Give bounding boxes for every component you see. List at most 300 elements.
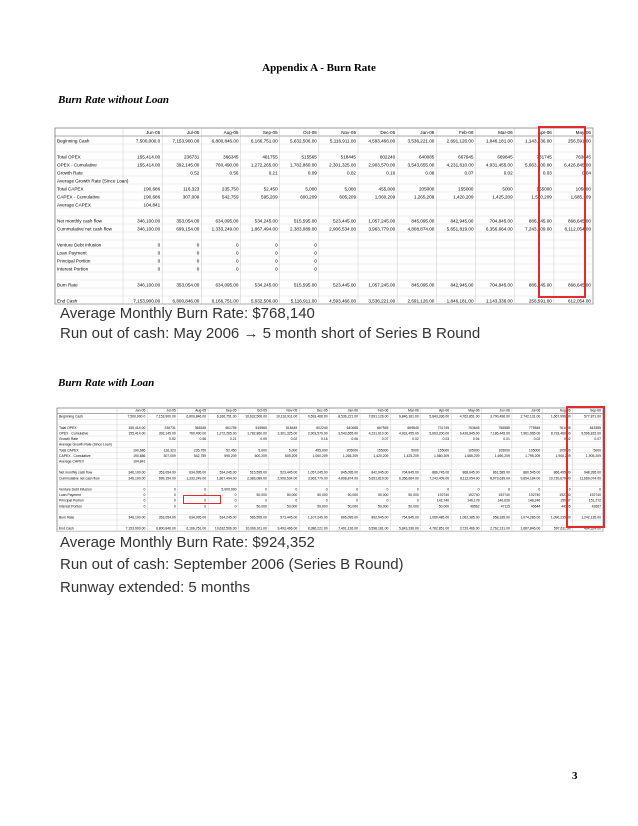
sheet2-cell: 0 [568,487,571,492]
sheet1-cell: 190,686 [143,194,161,200]
sheet2-cell: 50,000 [256,493,267,498]
sheet1-col-header: Dec-05 [380,130,396,135]
sheet2-cell: 307,009 [163,453,176,458]
sheet2-cell: 192740 [498,493,510,498]
sheet2-cell: 1,265,209 [342,453,358,458]
sheet2-cell: 10,632,506.00 [245,414,267,419]
sheet1-cell: 6,166,751.00 [211,298,239,304]
sheet2-row-label: Cummulative net cash flow [59,476,100,481]
sheet1-cell: 1,782,860.00 [290,162,317,168]
sheet1-row-label: Principal Portion [57,258,91,264]
sheet2-cell: 0 [173,504,176,509]
sheet2-cell: 3,720,466.00 [459,526,480,531]
sheet2-cell: 843355 [589,425,601,430]
sheet1-cell: 7,243,409.00 [525,226,552,232]
sheet2-row-label: Principal Portion [59,498,84,503]
sheet2-cell: 886,745.00 [432,470,450,475]
sheet2-cell: 105000 [468,448,480,453]
sheet1-cell: 6,426,845.00 [564,162,591,168]
sheet2-cell: 192740 [528,493,541,498]
sheet1-cell: 699,154.00 [176,226,200,232]
highlight-may06-column [538,126,586,298]
sheet2-cell: 10,632,506.00 [214,526,237,531]
sheet2-cell: 518445 [285,425,298,430]
sheet2-cell: 845,095.00 [341,470,358,475]
sheet2-cell: 0 [416,487,419,492]
sheet2-cell: 1,060,485.00 [429,515,450,520]
sheet1-cell: 2,383,089.00 [290,226,317,232]
sheet2-cell: 455,000 [315,448,328,453]
sheet1-cell: 4,931,455.00 [485,162,513,168]
sheet2-cell: 5,843,336.00 [429,414,450,419]
sheet1-cell: 2,691,126.00 [446,138,474,144]
sheet2-cell: 0 [264,498,267,503]
sheet2-col-header: Jun-06 [499,408,510,413]
sheet1-cell: 0.07 [464,170,474,176]
sheet2-cell: 7,491,126.00 [338,526,358,531]
sheet1-cell: 842,945.00 [450,218,474,224]
sheet1-cell: 190,686 [143,186,161,192]
sheet2-cell: 2,906,534.00 [277,476,298,481]
sheet2-cell: 597,611.00 [553,526,571,531]
sheet1-cell: 0.16 [386,170,396,176]
sheet2-cell: 2,742,131.00 [520,414,541,419]
sheet1-cell: 0 [235,266,239,272]
sheet2-cell: 0 [416,498,419,503]
sheet1-cell: 2,906,534.00 [329,226,356,232]
sheet2-cell: 235,750 [193,448,207,453]
sheet2-cell: 4,931,455.00 [398,431,419,436]
sheet2-cell: 1,057,245.00 [307,470,328,475]
highlight-sep06-column [566,406,605,528]
sheet1-cell: 542,759 [221,194,239,200]
sheet1-cell: 0.02 [503,170,513,176]
sheet1-cell: 205000 [418,186,435,192]
avg-burn-without-loan: Average Monthly Burn Rate: $768,140 [60,305,315,322]
sheet1-cell: 1,060,209 [374,194,396,200]
sheet2-cell: 3,963,779.00 [307,476,328,481]
sheet2-cell: 7,186,445.00 [490,431,510,436]
sheet2-cell: 3,543,655.00 [338,431,358,436]
sheet2-cell: 0.01 [503,437,510,442]
sheet2-cell: 50,000 [408,504,419,509]
sheet2-cell: 464,324.00 [584,526,601,531]
sheet1-cell: 353,054.00 [176,282,200,288]
sheet2-row-label: Burn Rate [59,515,75,520]
sheet1-cell: 4,593,466.00 [368,138,396,144]
sheet1-cell: 0.56 [229,170,239,176]
sheet2-cell: 6,598,181.00 [368,526,389,531]
sheet2-cell: 605,209 [284,453,298,458]
sheet2-cell: 192740 [437,493,450,498]
sheet1-cell: 4,593,466.00 [329,298,356,304]
sheet2-cell: 0 [204,498,207,503]
sheet1-col-header: Oct-05 [303,130,317,135]
sheet1-cell: 0.06 [425,170,435,176]
sheet1-cell: 634,095.00 [215,282,239,288]
sheet2-cell: 948,395.00 [584,470,601,475]
sheet2-cell: 895,095.00 [341,515,358,520]
sheet2-cell: 2,383,089.00 [247,476,267,481]
sheet1-cell: 760,490.00 [215,162,239,168]
sheet2-cell: 1,685,209 [464,453,480,458]
sheet2-cell: 1,272,265.00 [216,431,237,436]
sheet1-cell: 523,445.00 [333,218,356,224]
sheet1-cell: 0.04 [582,170,591,176]
sheet2-cell: 7,243,409.00 [429,476,450,481]
sheet2-cell: 1,580,209 [434,453,450,458]
sheet2-cell: 52,450 [226,448,237,453]
sheet1-cell: 3,963,779.00 [368,226,396,232]
sheet2-cell: 1,905,209 [585,453,601,458]
sheet2-cell: 47115 [500,504,510,509]
sheet2-cell: 1,667,996.00 [550,414,571,419]
sheet1-cell: 731745 [536,154,552,160]
sheet2-cell: 8,536,221.00 [338,414,358,419]
sheet2-cell: 142,740 [436,498,450,503]
sheet1-cell: 518445 [340,154,356,160]
sheet1-cell: 461755 [262,154,278,160]
sheet1-cell: 52,450 [263,186,278,192]
sheet2-row-label: Total CAPEX [59,448,79,453]
sheet1-cell: 5,116,911.00 [290,298,317,304]
sheet2-cell: 9,596,815.00 [581,431,601,436]
sheet2-col-header: Dec-05 [316,408,328,413]
sheet1-cell: 0 [196,266,200,272]
sheet1-cell: 0 [196,258,200,264]
sheet2-cell: 146,626 [497,498,510,503]
sheet2-cell: 0.06 [351,437,358,442]
sheet2-col-header: Jul-06 [531,408,541,413]
sheet1-cell: 392,145.00 [176,162,200,168]
sheet1-cell: 0.02 [347,170,356,176]
spreadsheet-with-loan [57,408,603,531]
sheet2-cell: 148,246 [527,498,541,503]
sheet2-cell: 5,000 [288,448,298,453]
runway-extended: Runway extended: 5 months [60,579,251,596]
sheet1-cell: 886,745.00 [528,218,552,224]
sheet2-cell: 1,795,209 [525,453,541,458]
sheet1-cell: 0 [275,242,278,248]
sheet2-cell: 7,691,126.00 [368,414,389,419]
sheet2-cell: 155,414.00 [128,431,146,436]
sheet2-cell: 105000 [498,448,510,453]
sheet1-col-header: Feb-06 [458,130,474,135]
sheet2-cell: 7,500,000.0 [127,414,146,419]
sheet1-cell: 534,245.00 [254,218,278,224]
sheet1-cell: 0.09 [307,170,317,176]
sheet2-cell: 50,000 [378,493,389,498]
sheet1-row-label: Burn Rate [57,282,78,288]
sheet1-cell: 0 [275,266,278,272]
sheet1-cell: 612,054.00 [568,298,591,304]
sheet1-col-header: Jan-06 [420,130,435,135]
sheet2-cell: 0.16 [321,437,328,442]
sheet1-col-header: Jun-05 [146,130,161,135]
sheet2-cell: 0.03 [442,437,450,442]
sheet2-cell: 754,845.00 [401,515,419,520]
sheet2-cell: 0.52 [169,437,176,442]
sheet1-col-header: Nov-05 [341,130,356,135]
sheet2-cell: 50,000 [317,493,328,498]
sheet1-cell: 515565 [301,154,317,160]
sheet2-cell: 44165 [561,504,571,509]
sheet2-cell: 42667 [591,504,601,509]
sheet1-cell: 6,800,846.00 [211,138,239,144]
sheet2-cell: 1,687,846.00 [520,526,541,531]
sheet1-cell: 4,231,610.00 [446,162,474,168]
sheet1-cell: 455,000 [378,186,396,192]
sheet2-cell: 4,782,851.00 [429,526,450,531]
sheet1-cell: 0 [314,258,317,264]
sheet1-row-label: Beginning Cash [57,138,90,144]
sheet1-cell: 5,116,911.00 [329,138,356,144]
sheet1-col-header: May-06 [575,130,591,135]
sheet2-cell: 1,900,209 [555,453,571,458]
sheet2-cell: 4,231,610.00 [368,431,389,436]
sheet1-cell: 3,536,221.00 [407,138,435,144]
sheet2-cell: 155000 [437,448,450,453]
sheet2-cell: 50,000 [438,504,450,509]
sheet2-cell: 9,593,466.00 [307,414,328,419]
sheet1-row-label: Average Growth Rate (Since Loan) [57,178,129,184]
sheet2-cell: 150,57 [560,498,571,503]
sheet2-cell: 6,166,751.00 [186,526,207,531]
sheet1-cell: 634,095.00 [215,218,239,224]
sheet2-cell: 346,100.00 [128,515,146,520]
sheet1-cell: 1,420,209 [453,194,474,200]
sheet1-cell: 8,112,054.00 [564,226,591,232]
sheet2-cell: 731745 [437,425,450,430]
sheet1-cell: 842,945.00 [450,282,474,288]
sheet1-cell: 5,663,200.00 [525,162,552,168]
sheet1-cell: 0.52 [190,170,200,176]
sheet2-cell: 0.56 [199,437,207,442]
sheet2-cell: 0 [386,487,389,492]
sheet2-col-header: Feb-06 [377,408,389,413]
run-out-without-loan: Run out of cash: May 2006 → 5 month short of Series B Round [60,325,481,342]
sheet2-cell: 8,386,221.00 [307,526,328,531]
sheet2-col-header: Jun-05 [135,408,146,413]
sheet2-cell: 1,782,860.00 [247,431,267,436]
sheet2-cell: 366345 [194,425,207,430]
sheet2-cell: 190,686 [133,453,146,458]
sheet2-cell: 669845 [407,425,419,430]
sheet2-cell: 151,272 [588,498,601,503]
sheet2-cell: 1,062,385.00 [459,515,480,520]
sheet2-row-label: OPEX - Cumulative [59,431,89,436]
sheet2-cell: 9,854,184.00 [520,476,541,481]
sheet1-cell: 155,414.00 [137,162,161,168]
section2-heading: Burn Rate with Loan [58,377,155,389]
sheet2-cell: 0 [538,487,541,492]
sheet1-cell: 1,057,245.00 [368,218,396,224]
sheet1-row-label: Total OPEX [57,154,81,160]
sheet1-col-header: Apr-06 [538,130,552,135]
sheet2-cell: 346,100.00 [128,476,146,481]
sheet2-cell: 461755 [225,425,237,430]
sheet2-col-header: May-06 [468,408,480,413]
sheet1-cell: 1,846,181.00 [485,138,513,144]
sheet2-cell: 4,762,851.00 [459,414,480,419]
sheet1-cell: 600,209 [300,194,317,200]
sheet1-cell: 845,095.00 [411,282,435,288]
sheet2-cell: 346,100.00 [128,470,146,475]
sheet2-cell: 2,903,570.00 [307,431,328,436]
sheet2-col-header: Aug-05 [195,408,207,413]
sheet1-cell: 307,009 [182,194,200,200]
sheet1-cell: 346,100.00 [137,218,161,224]
sheet2-cell: 4,808,874.00 [338,476,358,481]
sheet1-cell: 763645 [575,154,591,160]
sheet2-cell: 353,054.00 [158,515,176,520]
sheet2-col-header: Oct-05 [256,408,267,413]
sheet2-cell: 0.07 [381,437,389,442]
sheet1-cell: 155,414.00 [137,154,161,160]
sheet1-cell: 5,632,506.00 [290,138,317,144]
run-out-with-loan: Run out of cash: September 2006 (Series B Round) [60,556,404,573]
sheet2-cell: 634,095.00 [189,515,207,520]
sheet2-cell: 600,209 [254,453,267,458]
sheet1-cell: 2,903,570.00 [368,162,396,168]
sheet2-cell: 6,800,846.00 [155,526,176,531]
sheet2-cell: 5,000,000 [221,487,237,492]
sheet1-cell: 3,543,655.00 [407,162,435,168]
sheet2-cell: 353,054.00 [158,470,176,475]
sheet1-cell: 7,153,900.00 [172,138,200,144]
sheet1-cell: 0 [196,250,200,256]
sheet2-cell: 45644 [530,504,541,509]
sheet2-row-label: Venture Debt Infusion [59,487,92,492]
sheet2-cell: 10,720,679.00 [548,476,571,481]
sheet2-row-label: Net monthly cash flow [59,470,93,475]
sheet2-cell: 573,445.00 [280,515,298,520]
sheet1-cell: 0 [235,242,239,248]
sheet2-cell: 0 [143,493,146,498]
sheet2-cell: 602240 [316,425,328,430]
sheet2-cell: 5000 [593,448,601,453]
sheet2-row-label: Total OPEX [59,425,77,430]
sheet2-cell: 0 [234,504,237,509]
sheet2-cell: 0 [173,487,176,492]
sheet1-cell: 0 [157,266,161,272]
sheet1-col-header: Sep-05 [262,130,278,135]
sheet1-cell: 256,591.00 [568,138,591,144]
sheet2-cell: 50,000 [408,493,419,498]
sheet2-row-label: Growth Rate [59,437,79,442]
sheet1-cell: 3,536,221.00 [368,298,396,304]
sheet2-cell: 1,074,285.00 [520,515,541,520]
sheet2-cell: 595,209 [224,453,237,458]
sheet2-cell: 11,669,074.00 [579,476,601,481]
sheet2-row-label: Average CAPEX [59,459,85,464]
sheet2-cell: 761495 [559,425,571,430]
sheet2-cell: 104,841 [133,459,146,464]
sheet1-cell: 845,095.00 [411,218,435,224]
sheet2-cell: 880,545.00 [523,470,541,475]
sheet2-col-header: Sep-05 [225,408,237,413]
sheet2-cell: 0.02 [564,437,571,442]
sheet2-cell: 5,663,200.00 [429,431,450,436]
sheet2-cell: 0 [356,498,358,503]
sheet2-cell: 0 [173,498,176,503]
sheet1-cell: 640085 [418,154,435,160]
sheet2-cell: 866,495.00 [553,470,571,475]
sheet1-cell: 353,054.00 [176,218,200,224]
sheet1-cell: 5,000 [344,186,356,192]
sheet2-cell: 0 [507,487,510,492]
sheet2-cell: 0.02 [533,437,541,442]
sheet2-cell: 0 [356,487,358,492]
sheet2-cell: 704,845.00 [401,470,419,475]
sheet2-cell: 0.07 [594,437,601,442]
sheet2-cell: 192740 [468,493,480,498]
sheet2-cell: 634,095.00 [189,470,207,475]
sheet1-row-label: CAPEX - Cumulative [57,194,100,200]
sheet2-cell: 8,112,054.00 [459,476,480,481]
sheet1-row-label: Loan Payment [57,250,87,256]
sheet2-cell: 0.21 [229,437,237,442]
sheet2-cell: 0 [173,493,176,498]
sheet1-cell: 6,356,664.00 [485,226,513,232]
sheet1-cell: 256,591.00 [528,298,552,304]
sheet2-cell: 0 [143,487,146,492]
sheet2-cell: 515,595.00 [249,470,267,475]
sheet2-row-label: Loan Payment [59,493,81,498]
sheet1-cell: 0 [196,242,200,248]
sheet2-cell: 1,242,135.00 [581,515,601,520]
sheet2-cell: 0 [295,487,298,492]
sheet2-row-label: Beginning Cash [59,414,83,419]
sheet1-cell: 0 [275,250,278,256]
sheet1-cell: 235,750 [221,186,239,192]
sheet1-cell: 534,245.00 [254,282,278,288]
sheet2-cell: 1,107,245.00 [307,515,328,520]
sheet2-cell: 667945 [377,425,389,430]
sheet2-cell: 1,420,209 [373,453,389,458]
sheet1-cell: 1,425,209 [492,194,513,200]
sheet2-cell: 0 [234,493,237,498]
sheet1-cell: 1,846,181.00 [446,298,474,304]
sheet2-cell: 105000 [559,448,571,453]
sheet1-cell: 104,841 [143,202,161,208]
sheet2-cell: 534,245.00 [219,515,237,520]
sheet1-cell: 4,808,874.00 [407,226,435,232]
sheet2-cell: 6,356,664.00 [398,476,419,481]
sheet2-cell: 756585 [498,425,510,430]
sheet1-col-header: Jul-05 [186,130,200,135]
sheet2-cell: 0 [295,498,298,503]
sheet1-cell: 515,595.00 [293,218,317,224]
sheet2-cell: 0 [204,504,207,509]
sheet1-row-label: Growth Rate [57,170,83,176]
sheet1-cell: 1,143,336.00 [485,298,513,304]
sheet1-cell: 346,100.00 [137,282,161,288]
sheet1-row-label: Total CAPEX [57,186,84,192]
highlight-debt-infusion [183,495,221,504]
sheet2-cell: 46562 [470,504,480,509]
sheet1-cell: 669845 [497,154,513,160]
sheet2-cell: 392,145.00 [158,431,176,436]
sheet1-cell: 5000 [502,186,513,192]
sheet2-cell: 542,759 [193,453,207,458]
sheet2-row-label: Interest Portion [59,504,82,509]
sheet2-cell: 236731 [164,425,176,430]
sheet1-cell: 0 [157,242,161,248]
sheet2-cell: 0 [447,487,450,492]
sheet1-col-header: Mar-06 [498,130,513,135]
sheet1-cell: 0 [235,250,239,256]
